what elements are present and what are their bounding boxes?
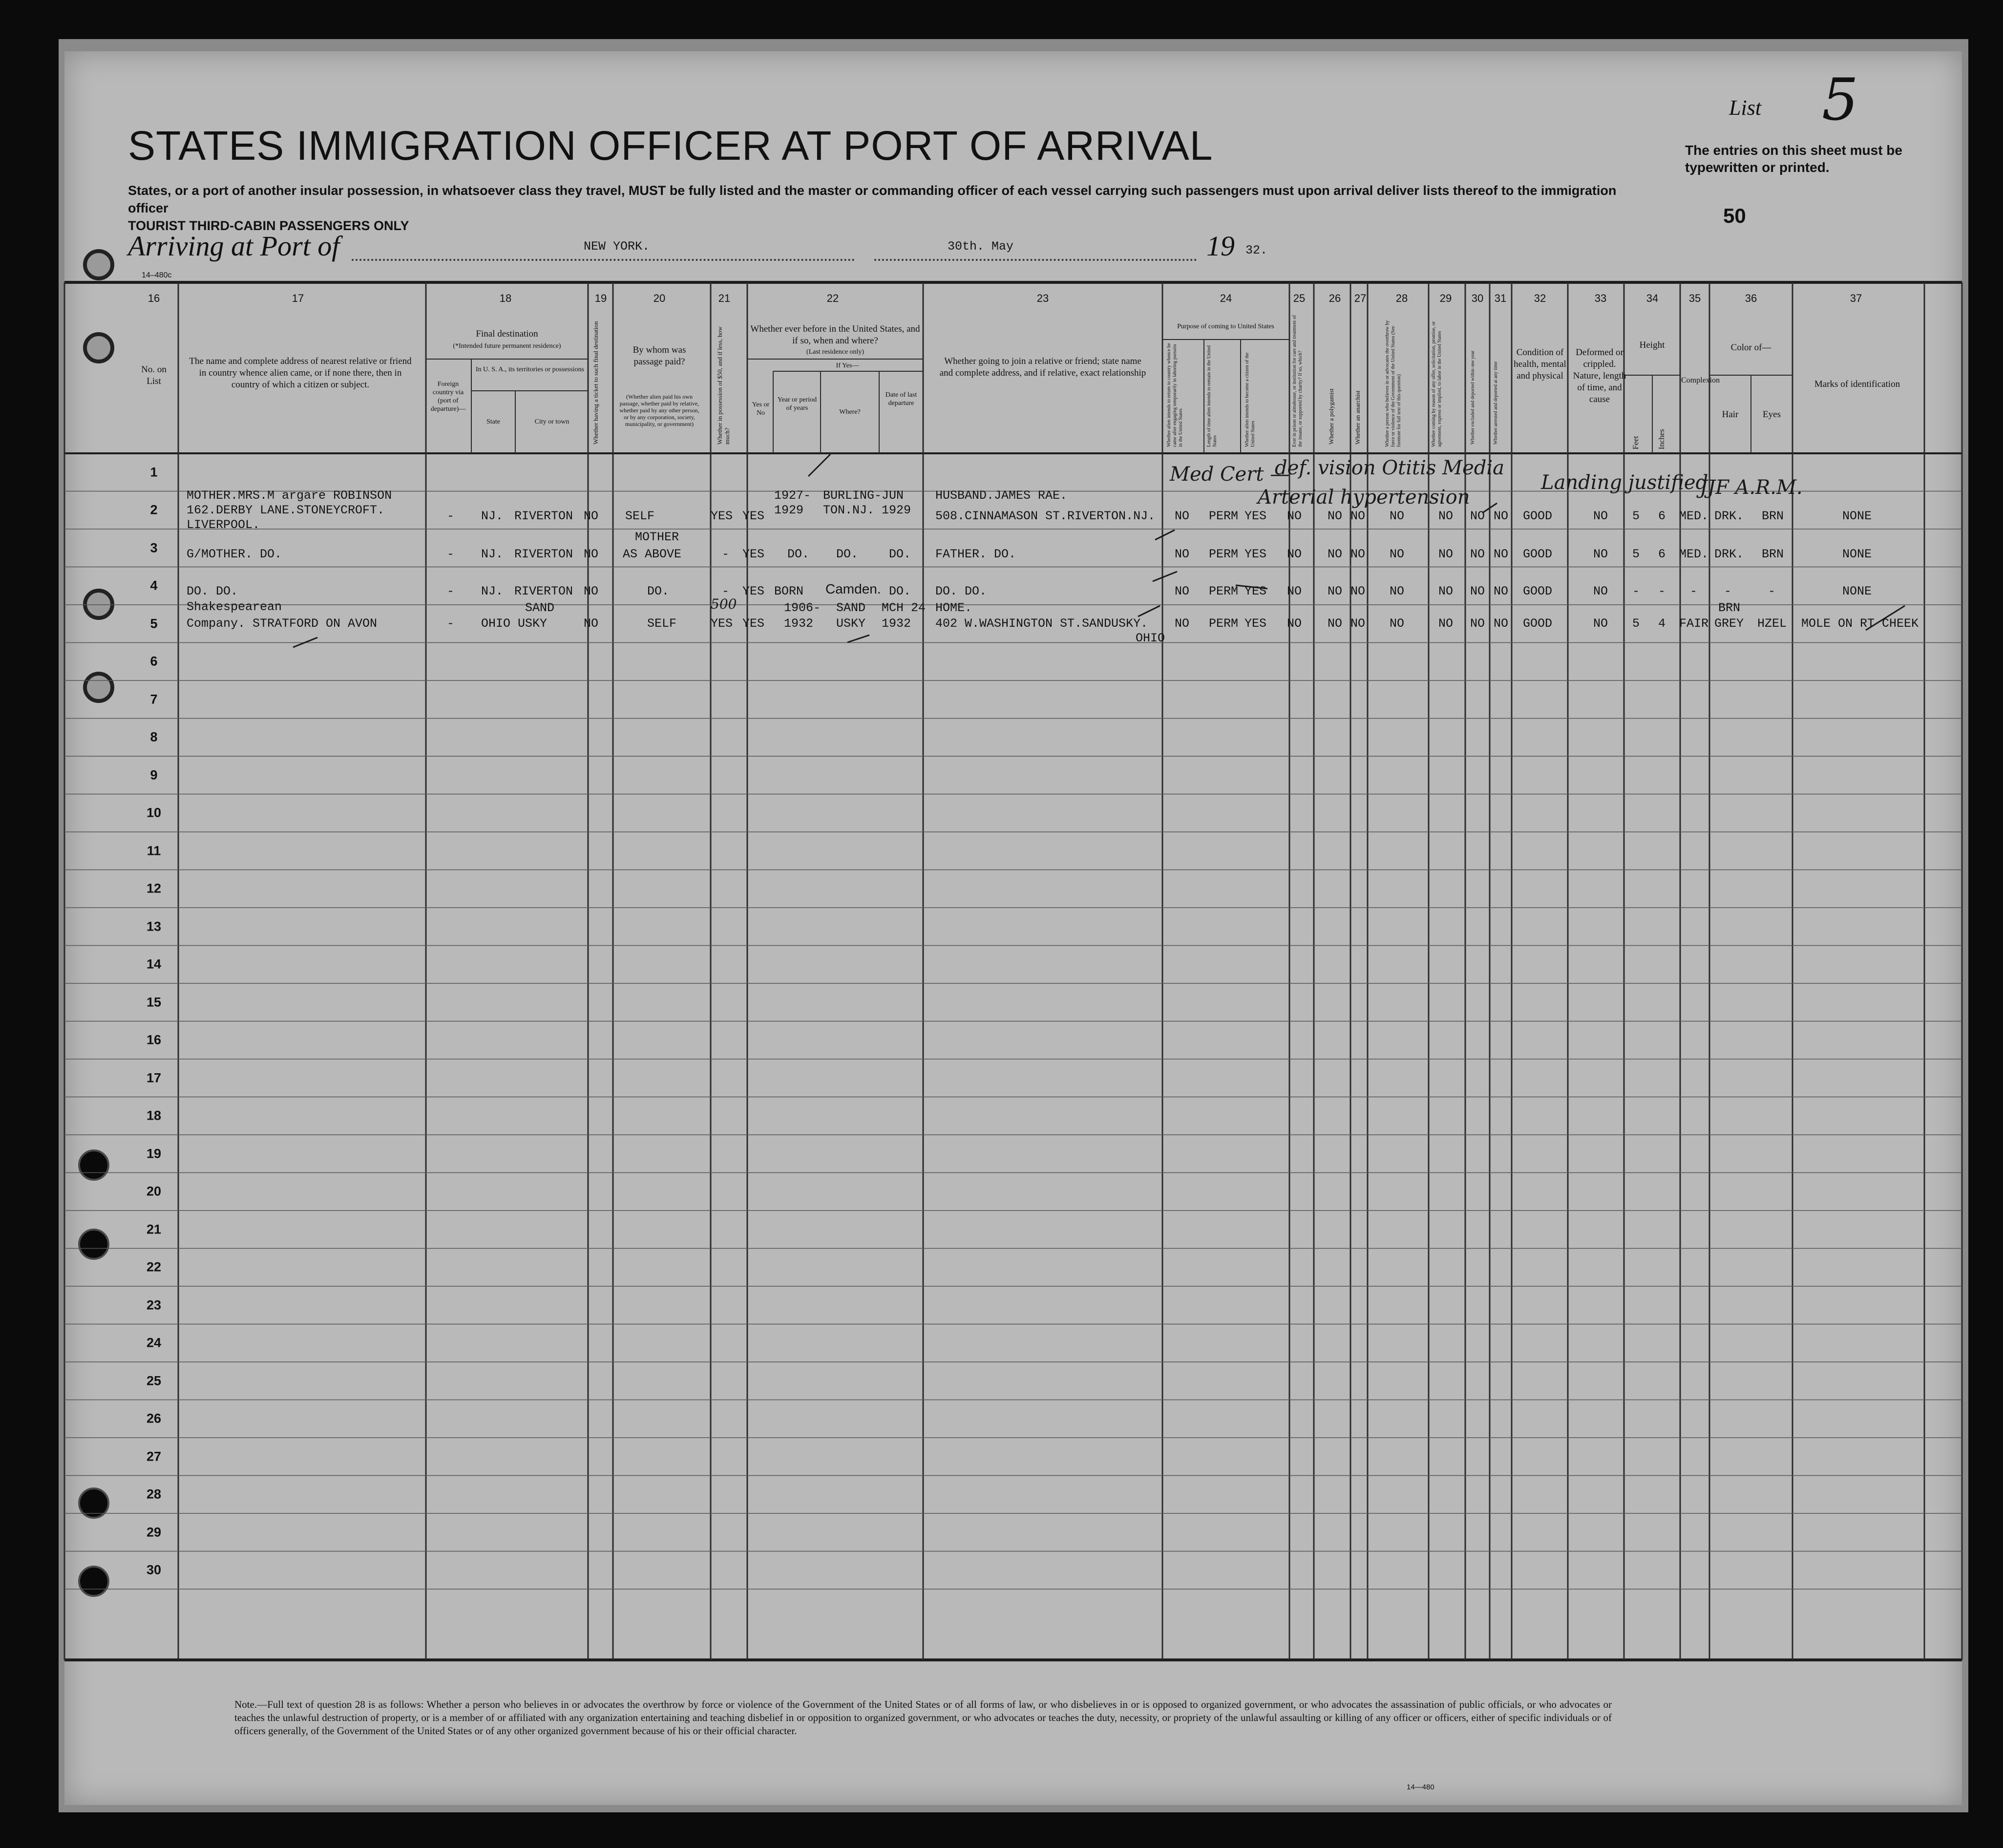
- years: DO.: [787, 547, 810, 561]
- row-number: 2: [150, 502, 158, 517]
- binder-hole-ring: [83, 249, 114, 280]
- joining-address: 402 W.WASHINGTON ST.SANDUSKY.: [935, 616, 1148, 631]
- row-number: 16: [146, 1032, 162, 1047]
- form-instructions: [128, 182, 1618, 234]
- col-arrested: Whether arrested and deported at any time: [1493, 361, 1498, 445]
- row-number: 28: [146, 1487, 162, 1502]
- paid-by: AS ABOVE: [623, 547, 682, 561]
- column-number: 26: [1328, 292, 1341, 304]
- complexion: MED.: [1679, 509, 1709, 523]
- polygamist: NO: [1328, 584, 1343, 598]
- col-last-residence: (Last residence only): [806, 348, 864, 356]
- return-intent: NO: [1175, 584, 1190, 598]
- handwritten-diagnosis: def. vision Otitis Media: [1275, 457, 1504, 479]
- overthrow: NO: [1390, 509, 1405, 523]
- col-before-in-us: Whether ever before in the United States, and if so, when and where?: [750, 324, 920, 346]
- length-of-stay: PERM: [1209, 509, 1239, 523]
- height-feet: 5: [1632, 547, 1640, 561]
- form-title: STATES IMMIGRATION OFFICER AT PORT OF ARRIVAL: [128, 123, 1213, 169]
- return-intent: NO: [1175, 547, 1190, 561]
- joining-relative: DO. DO.: [935, 584, 987, 598]
- col-in-usa: In U. S. A., its territories or possessions: [475, 366, 585, 373]
- year-prefix: 19: [1206, 230, 1235, 262]
- height-feet: 5: [1632, 509, 1640, 523]
- footnote-code: 14—480: [1407, 1783, 1434, 1791]
- hair-color: -: [1724, 584, 1732, 598]
- health: GOOD: [1523, 616, 1553, 631]
- row-number: 4: [150, 578, 158, 593]
- col-length-of-stay: Length of time alien intends to remain in the United States: [1206, 345, 1218, 447]
- prison: NO: [1287, 509, 1302, 523]
- list-label: List: [1729, 96, 1762, 120]
- where: USKY: [836, 616, 866, 631]
- relative-name: MOTHER.MRS.M argare ROBINSON: [187, 489, 392, 503]
- before-in-us: YES: [742, 584, 765, 598]
- identification-marks: NONE: [1842, 547, 1872, 561]
- money-amount: 500: [711, 596, 737, 612]
- polygamist: NO: [1328, 509, 1343, 523]
- joining-state: OHIO: [1136, 631, 1165, 645]
- column-number: 22: [826, 292, 839, 304]
- col-color-of: Color of—: [1730, 342, 1771, 353]
- row-number: 9: [150, 767, 158, 783]
- arrested: NO: [1494, 616, 1509, 631]
- row-number: 18: [146, 1108, 162, 1123]
- height-inches: 6: [1658, 547, 1666, 561]
- excluded: NO: [1470, 616, 1485, 631]
- health: GOOD: [1523, 584, 1553, 598]
- row-number: 6: [150, 654, 158, 669]
- ticket: NO: [584, 509, 599, 523]
- col-citizenship-intent: Whether alien intends to become a citizen of the United States: [1244, 352, 1256, 447]
- col-polygamist: Whether a polygamist: [1328, 388, 1335, 445]
- row-number: 24: [146, 1335, 162, 1350]
- col-height: Height: [1639, 340, 1665, 350]
- col-state: State: [486, 418, 500, 425]
- paid-by: SELF: [625, 509, 655, 523]
- column-number: 30: [1471, 292, 1484, 304]
- date-value: 30th. May: [948, 239, 1014, 254]
- col-foreign-country: Foreign country via (port of departure)—: [430, 381, 466, 413]
- labor-offer: NO: [1438, 584, 1454, 598]
- health: GOOD: [1523, 509, 1553, 523]
- last-departure: JUN: [882, 489, 904, 503]
- ticket: NO: [584, 616, 599, 631]
- form-code: 14–480c: [142, 271, 172, 279]
- col-health: Condition of health, mental and physical: [1514, 347, 1566, 381]
- column-number: 28: [1395, 292, 1408, 304]
- citizenship: YES: [1244, 547, 1267, 561]
- height-inches: 6: [1658, 509, 1666, 523]
- labor-offer: NO: [1438, 616, 1454, 631]
- before-in-us: YES: [742, 509, 765, 523]
- col-ticket: Whether having a ticket to such final destination: [592, 321, 599, 445]
- row-number: 11: [147, 843, 161, 858]
- foreign-country: -: [447, 509, 455, 523]
- column-number: 35: [1688, 292, 1701, 304]
- col-excluded: Whether excluded and deported within one year: [1470, 350, 1476, 445]
- deformed: NO: [1593, 547, 1608, 561]
- col-city: City or town: [534, 418, 569, 425]
- overthrow: NO: [1390, 616, 1405, 631]
- before-in-us: YES: [742, 547, 765, 561]
- col-return-intent: Whether alien intends to return to country whence he came after engaging temporarily in laboring pursuits in the United States: [1166, 343, 1183, 447]
- eye-color: BRN: [1762, 547, 1784, 561]
- prison: NO: [1287, 584, 1302, 598]
- relative-name: DO. DO.: [187, 584, 238, 598]
- citizenship: YES: [1244, 509, 1267, 523]
- complexion: -: [1690, 584, 1698, 598]
- row-number: 1: [150, 465, 158, 480]
- row-number: 19: [146, 1146, 162, 1161]
- return-intent: NO: [1175, 616, 1190, 631]
- paid-by: SELF: [647, 616, 677, 631]
- row-number: 30: [146, 1562, 162, 1577]
- relative-address: Company. STRATFORD ON AVON: [187, 616, 378, 631]
- city: RIVERTON: [514, 584, 573, 598]
- binder-hole: [78, 1229, 109, 1260]
- paid-by: MOTHER: [635, 530, 679, 544]
- identification-marks: NONE: [1842, 584, 1872, 598]
- foreign-country: -: [447, 616, 455, 631]
- col-if-yes: If Yes—: [836, 362, 859, 369]
- date-dotted-line: [874, 259, 1197, 261]
- hair-color: GREY: [1714, 616, 1744, 631]
- manifest-sheet: [64, 51, 1962, 1805]
- binder-hole: [78, 1487, 109, 1519]
- joining-relative: HOME.: [935, 601, 972, 615]
- excluded: NO: [1470, 509, 1485, 523]
- row-number: 7: [150, 692, 158, 707]
- money: YES: [711, 616, 733, 631]
- col-inches: Inches: [1658, 429, 1666, 449]
- col-fifty-dollars: Whether in possession of $50, and if less, how much?: [716, 326, 731, 445]
- deformed: NO: [1593, 509, 1608, 523]
- state: OHIO: [481, 616, 511, 631]
- anarchist: NO: [1350, 584, 1366, 598]
- binder-hole: [78, 1566, 109, 1597]
- arrested: NO: [1494, 547, 1509, 561]
- col-prison: Ever in prison or almshouse, or institution for care and treatment of the insane, or supported by charity? If so, which?: [1292, 315, 1303, 447]
- row-number: 8: [150, 729, 158, 744]
- col-marks: Marks of identification: [1814, 379, 1900, 389]
- column-number: 33: [1594, 292, 1607, 304]
- identification-marks: MOLE ON RT CHEEK: [1801, 616, 1919, 631]
- ticket: NO: [584, 584, 599, 598]
- joining-relative: HUSBAND.JAMES RAE.: [935, 489, 1068, 503]
- years: 1932: [784, 616, 814, 631]
- height-feet: 5: [1632, 616, 1640, 631]
- row-number: 10: [146, 805, 162, 820]
- row-number: 12: [146, 881, 162, 896]
- row-number: 26: [146, 1411, 162, 1426]
- city: USKY: [518, 616, 548, 631]
- citizenship: YES: [1244, 616, 1267, 631]
- hair-color: BRN: [1718, 601, 1741, 615]
- paid-by: DO.: [647, 584, 670, 598]
- before-in-us: YES: [742, 616, 765, 631]
- entries-note: The entries on this sheet must be typewritten or printed.: [1685, 143, 1902, 175]
- city: RIVERTON: [514, 509, 573, 523]
- anarchist: NO: [1350, 616, 1366, 631]
- last-departure: 1929: [882, 503, 911, 517]
- relative-address: 162.DERBY LANE.STONEYCROFT.: [187, 503, 385, 517]
- col-join-relative: Whether going to join a relative or friend; state name and complete address, and if relative, exact relationship: [939, 356, 1146, 378]
- health: GOOD: [1523, 547, 1553, 561]
- arrested: NO: [1494, 584, 1509, 598]
- col-where: Where?: [839, 408, 861, 416]
- eye-color: BRN: [1762, 509, 1784, 523]
- column-number: 19: [594, 292, 607, 304]
- last-departure: MCH 24: [882, 601, 926, 615]
- length-of-stay: PERM: [1209, 616, 1239, 631]
- col-hair: Hair: [1722, 409, 1739, 420]
- where: DO.: [836, 547, 859, 561]
- column-number: 16: [148, 292, 160, 304]
- row-number: 20: [146, 1184, 162, 1199]
- joining-address: 508.CINNAMASON ST.RIVERTON.NJ.: [935, 509, 1156, 523]
- row-number: 13: [146, 919, 162, 934]
- column-number: 32: [1534, 292, 1546, 304]
- year-suffix: 32.: [1245, 243, 1268, 257]
- col-eyes: Eyes: [1763, 409, 1781, 420]
- handwritten-diagnosis-2: Arterial hypertension: [1258, 486, 1470, 509]
- length-of-stay: PERM: [1209, 547, 1239, 561]
- prison: NO: [1287, 547, 1302, 561]
- prison: NO: [1287, 616, 1302, 631]
- excluded: NO: [1470, 584, 1485, 598]
- overthrow: NO: [1390, 547, 1405, 561]
- row-number: 3: [150, 540, 158, 555]
- col-purpose: Purpose of coming to United States: [1177, 323, 1274, 330]
- city: RIVERTON: [514, 547, 573, 561]
- hair-color: DRK.: [1714, 509, 1744, 523]
- row-number: 27: [146, 1449, 162, 1464]
- money: -: [722, 547, 730, 561]
- money: -: [722, 584, 730, 598]
- col-passage-paid: By whom was passage paid?: [633, 345, 686, 367]
- column-number: 24: [1220, 292, 1232, 304]
- ticket: NO: [584, 547, 599, 561]
- complexion: FAIR: [1679, 616, 1709, 631]
- row-number: 22: [146, 1259, 162, 1274]
- binder-hole: [78, 1149, 109, 1181]
- excluded: NO: [1470, 547, 1485, 561]
- hair-color: DRK.: [1714, 547, 1744, 561]
- length-of-stay: PERM: [1209, 584, 1239, 598]
- col-final-destination-note: (*Intended future permanent residence): [453, 342, 561, 350]
- row-number: 23: [146, 1297, 162, 1313]
- instructions-line: States, or a port of another insular possession, in whatsoever class they travel, MUST be fully listed and the master or commanding officer of each vessel carrying such passengers must upon arrival deliver lists thereof to the immigration officer: [128, 183, 1617, 215]
- row-number: 14: [146, 956, 162, 972]
- foreign-country: -: [447, 584, 455, 598]
- money: YES: [711, 509, 733, 523]
- last-departure: 1932: [882, 616, 911, 631]
- row-number: 15: [146, 995, 162, 1010]
- state: NJ.: [481, 584, 504, 598]
- state: NJ.: [481, 547, 504, 561]
- list-number: 5: [1822, 66, 1859, 133]
- labor-offer: NO: [1438, 547, 1454, 561]
- row-number: 17: [146, 1070, 162, 1085]
- relative-name: Shakespearean: [187, 600, 282, 614]
- polygamist: NO: [1328, 547, 1343, 561]
- city: SAND: [525, 601, 555, 615]
- handwritten-initials: JJF A.R.M.: [1700, 476, 1803, 499]
- relative-city: LIVERPOOL.: [187, 518, 260, 532]
- height-feet: -: [1632, 584, 1640, 598]
- last-departure: DO.: [889, 547, 911, 561]
- eye-color: -: [1768, 584, 1776, 598]
- row-number: 25: [146, 1373, 162, 1388]
- column-number: 37: [1850, 292, 1862, 304]
- binder-hole-ring: [83, 332, 114, 363]
- col-feet: Feet: [1632, 436, 1640, 449]
- col-complexion: Complexion: [1681, 376, 1720, 384]
- years: BORN: [774, 584, 804, 598]
- where: Camden.: [825, 581, 881, 596]
- col-nearest-relative: The name and complete address of nearest relative or friend in country whence alien came, or if none there, then in country of which a citizen or subject.: [189, 356, 412, 390]
- complexion: MED.: [1679, 547, 1709, 561]
- deformed: NO: [1593, 584, 1608, 598]
- where: TON.NJ.: [823, 503, 875, 517]
- column-number: 34: [1646, 292, 1659, 304]
- column-number: 18: [499, 292, 512, 304]
- overthrow: NO: [1390, 584, 1405, 598]
- labor-offer: NO: [1438, 509, 1454, 523]
- column-number: 31: [1494, 292, 1507, 304]
- height-inches: -: [1658, 584, 1666, 598]
- binder-hole-ring: [83, 589, 114, 620]
- col-labor-offer: Whether coming by reason of any offer, solicitation, promise, or agreement, express or implied, to labor in the United States: [1431, 321, 1442, 447]
- row-number: 5: [150, 616, 158, 631]
- where: SAND: [836, 601, 866, 615]
- arriving-label: Arriving at Port of: [128, 230, 340, 262]
- handwritten-landing: Landing justified: [1541, 471, 1708, 494]
- where: BURLING-: [823, 489, 882, 503]
- column-number: 21: [718, 292, 731, 304]
- sheet-number: 50: [1723, 204, 1746, 227]
- joining-relative: FATHER. DO.: [935, 547, 1016, 561]
- footnote-question-28: Note.—Full text of question 28 is as follows: Whether a person who believes in or advocates the overthrow by force or violence of the Government of the United States or of all forms of law, or who disbelieves in or is opposed to organized government, or who advocates the assassination of public officials, or who advocates or teaches the unlawful destruction of property, or is a member of or affiliated with any organization entertaining and teaching disbelief in or opposition to organized government, or who advocates or teaches the duty, necessity, or propriety of the unlawful assaulting or killing of any officer or officers, either of specific individuals or of officers generally, of the Government of the United States or of any other organized government because of his or their official character.: [234, 1699, 1612, 1737]
- state: NJ.: [481, 509, 504, 523]
- anarchist: NO: [1350, 509, 1366, 523]
- eye-color: HZEL: [1757, 616, 1787, 631]
- return-intent: NO: [1175, 509, 1190, 523]
- height-inches: 4: [1658, 616, 1666, 631]
- col-passage-paid-note: (Whether alien paid his own passage, whether paid by relative, whether paid by any other person, or by any corporation, society, municipality, or government): [619, 393, 699, 427]
- column-number: 27: [1354, 292, 1367, 304]
- years: 1927-: [774, 489, 811, 503]
- column-number: 17: [292, 292, 304, 304]
- arrested: NO: [1494, 509, 1509, 523]
- col-final-destination: Final destination: [476, 329, 538, 339]
- col-deformed: Deformed or crippled. Nature, length of time, and cause: [1573, 347, 1626, 404]
- port-dotted-line: [352, 259, 855, 261]
- identification-marks: NONE: [1842, 509, 1872, 523]
- column-number: 25: [1293, 292, 1306, 304]
- column-number: 36: [1745, 292, 1757, 304]
- col-anarchist: Whether an anarchist: [1354, 390, 1361, 445]
- binder-hole-ring: [83, 672, 114, 703]
- handwritten-medical-cert: Med Cert —: [1170, 463, 1290, 486]
- passenger-class: TOURIST THIRD-CABIN PASSENGERS ONLY: [128, 218, 409, 233]
- column-number: 20: [653, 292, 666, 304]
- foreign-country: -: [447, 547, 455, 561]
- years: 1906-: [784, 601, 821, 615]
- row-number: 21: [146, 1222, 162, 1237]
- row-number: 29: [146, 1525, 162, 1540]
- col-yes-no: Yes or No: [752, 401, 770, 417]
- col-overthrow: Whether a person who believes in or advocates the overthrow by force or violence of the Government of the United States (See footnote for full text of this question): [1385, 320, 1402, 447]
- years: 1929: [774, 503, 804, 517]
- col-no-on-list: No. on List: [141, 364, 167, 386]
- citizenship: YES: [1244, 584, 1267, 598]
- port-value: NEW YORK.: [584, 239, 650, 254]
- col-year-period: Year or period of years: [777, 396, 817, 412]
- column-number: 29: [1439, 292, 1452, 304]
- column-number: 23: [1036, 292, 1049, 304]
- polygamist: NO: [1328, 616, 1343, 631]
- deformed: NO: [1593, 616, 1608, 631]
- relative-name: G/MOTHER. DO.: [187, 547, 282, 561]
- col-last-departure: Date of last departure: [885, 391, 917, 407]
- anarchist: NO: [1350, 547, 1366, 561]
- last-departure: DO.: [889, 584, 911, 598]
